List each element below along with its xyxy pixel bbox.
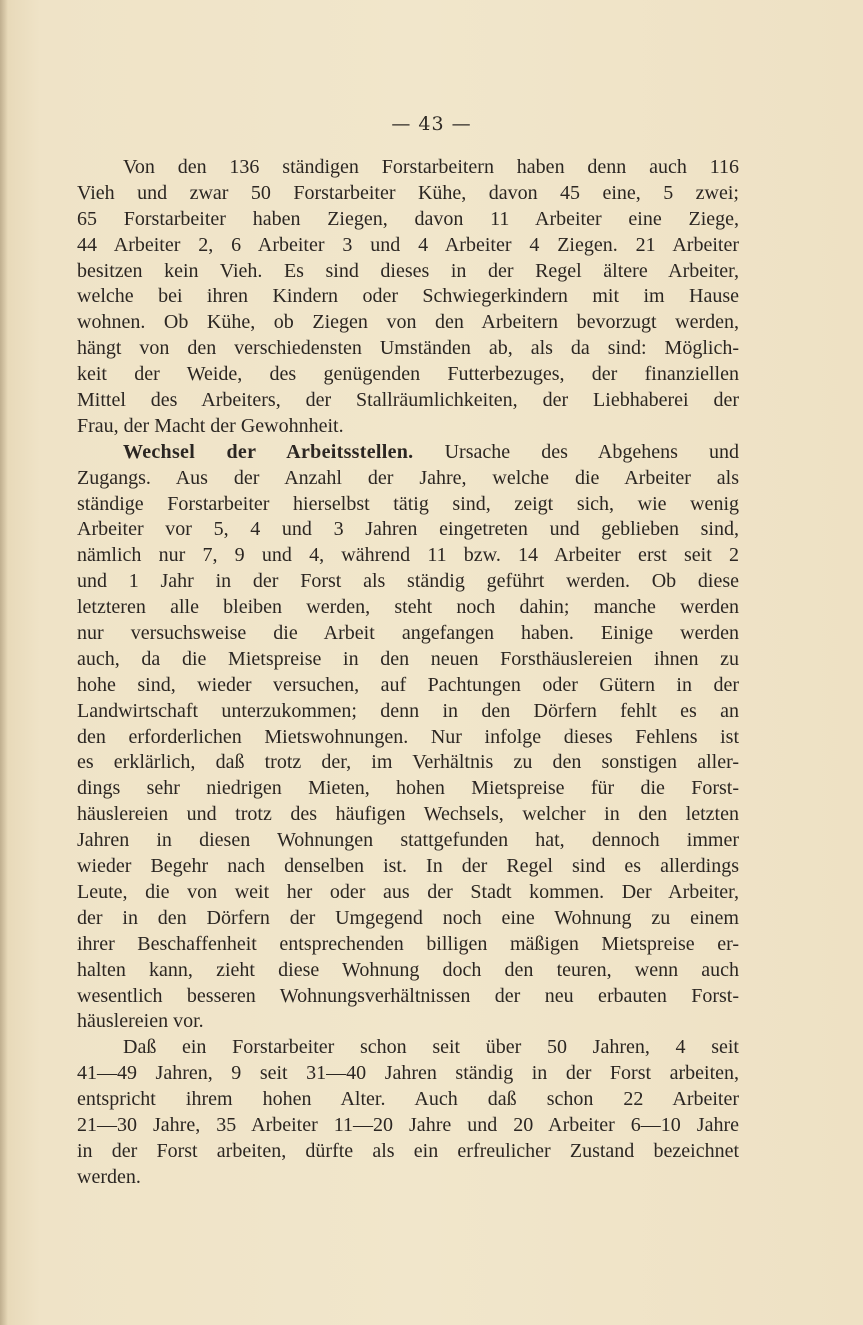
- paragraph-livestock: [77, 155, 739, 440]
- text-line: Leute, die von weit her oder aus der Stadt kommen. Der Arbeiter,: [77, 880, 739, 903]
- text-line: häuslereien vor.: [77, 1010, 204, 1033]
- text-line: Arbeiter vor 5, 4 und 3 Jahren eingetreten und geblieben sind,: [77, 518, 739, 541]
- text-line: hängt von den verschiedensten Umständen ab, als da sind: Möglich-: [77, 337, 739, 360]
- text-line: Jahren in diesen Wohnungen stattgefunden hat, dennoch immer: [77, 829, 739, 852]
- text-line: wieder Begehr nach denselben ist. In der Regel sind es allerdings: [77, 855, 739, 878]
- text-line: der in den Dörfern der Umgegend noch eine Wohnung zu einem: [77, 906, 739, 929]
- text-line: es erklärlich, daß trotz der, im Verhältnis zu den sonstigen aller-: [77, 751, 739, 774]
- text-line: hohe sind, wieder versuchen, auf Pachtungen oder Gütern in der: [77, 673, 739, 696]
- text-line: nur versuchsweise die Arbeit angefangen haben. Einige werden: [77, 622, 739, 645]
- page-number: — 43 —: [391, 113, 472, 135]
- text-line: 41—49 Jahren, 9 seit 31—40 Jahren ständig in der Forst arbeiten,: [77, 1062, 739, 1085]
- text-line: Von den 136 ständigen Forstarbeitern haben denn auch 116: [123, 156, 739, 178]
- text-line: 44 Arbeiter 2, 6 Arbeiter 3 und 4 Arbeiter 4 Ziegen. 21 Arbeiter: [77, 233, 739, 256]
- text-line: 65 Forstarbeiter haben Ziegen, davon 11 Arbeiter eine Ziege,: [77, 207, 739, 230]
- text-line: ständige Forstarbeiter hierselbst tätig sind, zeigt sich, wie wenig: [77, 492, 739, 515]
- text-line: wohnen. Ob Kühe, ob Ziegen von den Arbeitern bevorzugt werden,: [77, 311, 739, 334]
- text-line: Mittel des Arbeiters, der Stallräumlichkeiten, der Liebhaberei der: [77, 389, 739, 412]
- text-line: besitzen kein Vieh. Es sind dieses in der Regel ältere Arbeiter,: [77, 259, 739, 282]
- text-line: letzteren alle bleiben werden, steht noch dahin; manche werden: [77, 596, 739, 619]
- text-line: Daß ein Forstarbeiter schon seit über 50 Jahren, 4 seit: [123, 1036, 739, 1059]
- text-line: Vieh und zwar 50 Forstarbeiter Kühe, davon 45 eine, 5 zwei;: [77, 181, 739, 204]
- text-line: Zugangs. Aus der Anzahl der Jahre, welche die Arbeiter als: [77, 466, 739, 489]
- text-line: werden.: [77, 1165, 141, 1188]
- text-line: den erforderlichen Mietswohnungen. Nur infolge dieses Fehlens ist: [77, 725, 739, 748]
- text-line: keit der Weide, des genügenden Futterbezuges, der finanziellen: [77, 363, 739, 386]
- heading-line: [77, 440, 739, 466]
- text-line: nämlich nur 7, 9 und 4, während 11 bzw. 14 Arbeiter erst seit 2: [77, 544, 739, 567]
- text-line: in der Forst arbeiten, dürfte als ein erfreulicher Zustand bezeichnet: [77, 1139, 739, 1162]
- text-line: wesentlich besseren Wohnungsverhältnissen der neu erbauten Forst-: [77, 984, 739, 1007]
- text-line: Frau, der Macht der Gewohnheit.: [77, 414, 344, 437]
- text-line: entspricht ihrem hohen Alter. Auch daß schon 22 Arbeiter: [77, 1088, 739, 1111]
- text-line: auch, da die Mietspreise in den neuen Forsthäuslereien ihnen zu: [77, 647, 739, 670]
- section-heading: Wechsel der Arbeitsstellen.: [123, 440, 414, 463]
- text-line: dings sehr niedrigen Mieten, hohen Mietspreise für die Forst-: [77, 777, 739, 800]
- text-line: welche bei ihren Kindern oder Schwiegerkindern mit im Hause: [77, 285, 739, 308]
- paragraph-job-changes: [77, 440, 739, 1035]
- text-line: ihrer Beschaffenheit entsprechenden billigen mäßigen Mietspreise er-: [77, 932, 739, 955]
- page-edge-shadow: [0, 0, 8, 1325]
- body-text: [77, 155, 739, 1191]
- paragraph-tenure: [77, 1035, 739, 1190]
- text-fragment: Ursache des Abgehens und: [444, 440, 740, 463]
- text-line: und 1 Jahr in der Forst als ständig geführt werden. Ob diese: [77, 570, 739, 593]
- text-line: Landwirtschaft unterzukommen; denn in den Dörfern fehlt es an: [77, 699, 739, 722]
- text-line: halten kann, zieht diese Wohnung doch den teuren, wenn auch: [77, 958, 739, 981]
- text-line: häuslereien und trotz des häufigen Wechsels, welcher in den letzten: [77, 803, 739, 826]
- text-line: 21—30 Jahre, 35 Arbeiter 11—20 Jahre und 20 Arbeiter 6—10 Jahre: [77, 1113, 739, 1136]
